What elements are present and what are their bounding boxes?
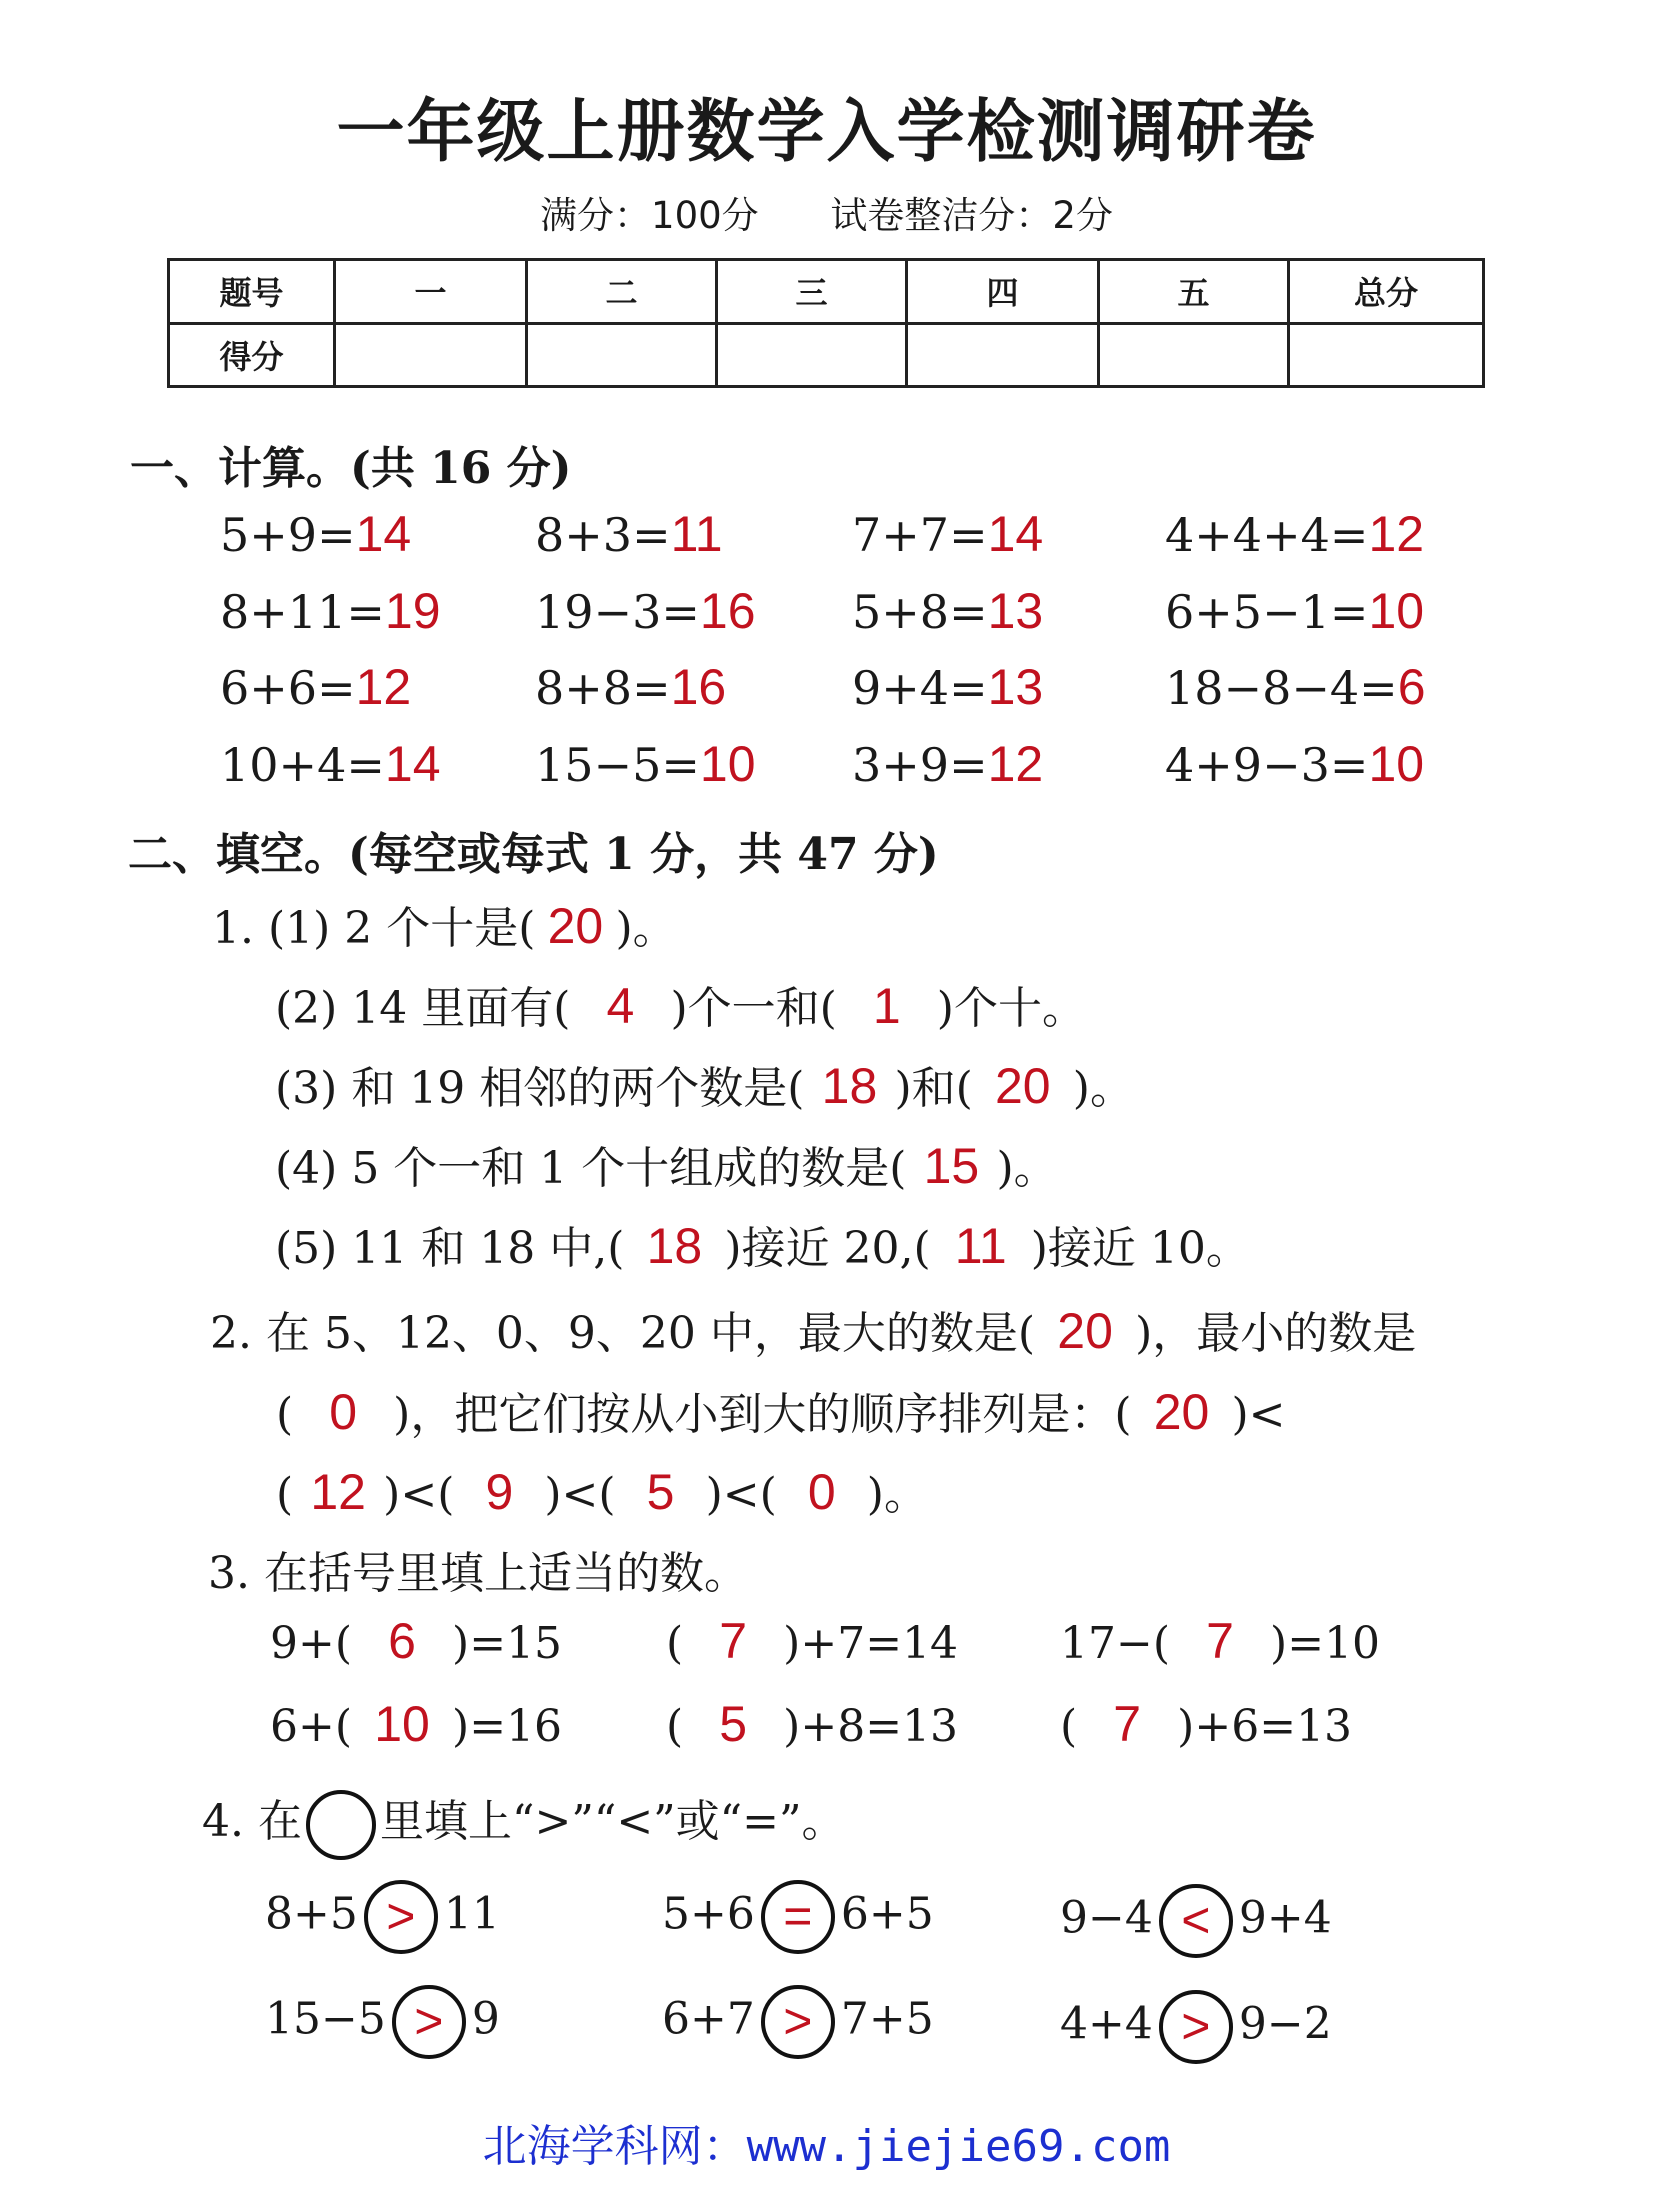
score-cell[interactable] (1289, 323, 1484, 387)
q4-item: 15−5 > 9 (265, 1985, 500, 2059)
q3-item: 6+( 10 )=16 (270, 1696, 563, 1752)
q3-item: ( 7 )+6=13 (1060, 1696, 1353, 1752)
calc-problem: 4+4+4=12 (1165, 506, 1425, 562)
q3-item: ( 5 )+8=13 (666, 1696, 959, 1752)
calc-problem: 15−5=10 (535, 736, 756, 792)
header-cell: 题号 (169, 260, 335, 324)
score-cell[interactable] (907, 323, 1099, 387)
calc-problem: 6+6=12 (220, 659, 412, 715)
q4-item: 4+4 > 9−2 (1060, 1990, 1332, 2064)
q3-item: 9+( 6 )=15 (270, 1613, 563, 1669)
calc-problem: 9+4=13 (852, 659, 1044, 715)
q4-item: 8+5 > 11 (265, 1880, 500, 1954)
q4-item: 9−4 < 9+4 (1060, 1884, 1332, 1958)
calc-problem: 19−3=16 (535, 583, 756, 639)
neatness-score: 试卷整洁分：2分 (830, 194, 1113, 237)
score-cell[interactable] (335, 323, 527, 387)
header-cell: 五 (1099, 260, 1289, 324)
q2-line1: 2. 在 5、12、0、9、20 中，最大的数是( 20 )，最小的数是 (210, 1303, 1417, 1359)
circle-icon (306, 1790, 376, 1860)
q4-heading: 4. 在 里填上“>”“<”或“=”。 (202, 1785, 846, 1860)
q3-heading: 3. 在括号里填上适当的数。 (208, 1548, 748, 1599)
section2-heading: 二、填空。(每空或每式 1 分，共 47 分) (128, 829, 939, 880)
q2-line3: ( 12 )<( 9 )<( 5 )<( 0 )。 (276, 1464, 928, 1520)
score-table (167, 258, 1485, 388)
score-cell[interactable] (527, 323, 717, 387)
footer-watermark: 北海学科网：www.jiejie69.com (482, 2121, 1171, 2172)
q4-item: 6+7 > 7+5 (662, 1985, 934, 2059)
compare-circle: > (392, 1985, 466, 2059)
calc-problem: 5+9=14 (220, 506, 412, 562)
page-title: 一年级上册数学入学检测调研卷 (336, 93, 1317, 172)
compare-circle: = (761, 1880, 835, 1954)
q1-sub3: (3) 和 19 相邻的两个数是( 18 )和( 20 )。 (275, 1058, 1134, 1114)
score-table-header (169, 260, 1484, 324)
q1-sub4: (4) 5 个一和 1 个十组成的数是( 15 )。 (275, 1138, 1058, 1194)
header-cell: 一 (335, 260, 527, 324)
calc-problem: 5+8=13 (852, 583, 1044, 639)
full-score: 满分：100分 (540, 194, 759, 237)
q1-sub5: (5) 11 和 18 中,( 18 )接近 20,( 11 )接近 10。 (275, 1218, 1250, 1274)
compare-circle: > (364, 1880, 438, 1954)
q2-line2: ( 0 )，把它们按从小到大的顺序排列是：( 20 )< (276, 1384, 1286, 1440)
section1-heading: 一、计算。(共 16 分) (130, 443, 572, 494)
header-cell: 二 (527, 260, 717, 324)
calc-problem: 18−8−4=6 (1165, 659, 1426, 715)
compare-circle: < (1159, 1884, 1233, 1958)
calc-problem: 8+3=11 (535, 506, 723, 562)
calc-problem: 3+9=12 (852, 736, 1044, 792)
compare-circle: > (761, 1985, 835, 2059)
q4-item: 5+6 = 6+5 (662, 1880, 934, 1954)
header-cell: 总分 (1289, 260, 1484, 324)
q1-sub1: 1. (1) 2 个十是( 20 )。 (212, 898, 677, 954)
calc-problem: 7+7=14 (852, 506, 1044, 562)
calc-problem: 10+4=14 (220, 736, 441, 792)
score-table-row (169, 323, 1484, 387)
calc-problem: 8+8=16 (535, 659, 727, 715)
score-cell[interactable] (717, 323, 907, 387)
score-cell[interactable] (1099, 323, 1289, 387)
q3-item: ( 7 )+7=14 (666, 1613, 959, 1669)
score-info (0, 185, 1653, 239)
q1-sub2: (2) 14 里面有( 4 )个一和( 1 )个十。 (275, 978, 1086, 1034)
calc-problem: 8+11=19 (220, 583, 441, 639)
row-label: 得分 (169, 323, 335, 387)
compare-circle: > (1159, 1990, 1233, 2064)
q3-item: 17−( 7 )=10 (1060, 1613, 1381, 1669)
calc-problem: 4+9−3=10 (1165, 736, 1425, 792)
header-cell: 三 (717, 260, 907, 324)
calc-problem: 6+5−1=10 (1165, 583, 1425, 639)
header-cell: 四 (907, 260, 1099, 324)
